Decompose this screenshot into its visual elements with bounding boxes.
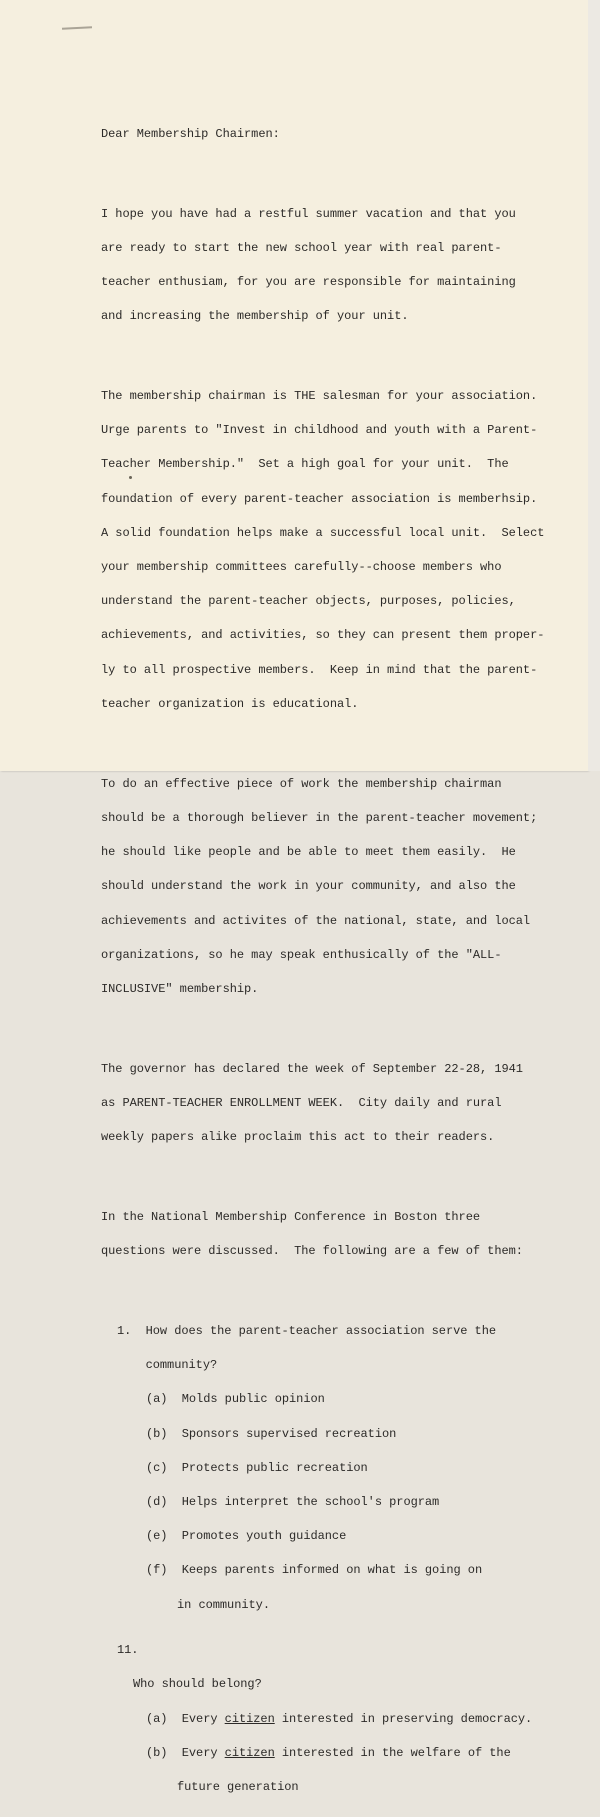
p1-line: are ready to start the new school year with real parent- (101, 240, 502, 255)
p3-line: should be a thorough believer in the parent-teacher movement; (101, 810, 538, 825)
p3-line: To do an effective piece of work the membership chairman (101, 776, 502, 791)
answer-item: (a) Molds public opinion (146, 1392, 325, 1407)
pencil-mark (62, 26, 92, 30)
p2-line: teacher organization is educational. (101, 696, 359, 711)
page-edge (588, 0, 600, 771)
answer-item: (b) Every citizen interested in the welfare of the (146, 1745, 511, 1760)
answer-item: (d) Helps interpret the school's program (146, 1494, 440, 1509)
p3-line: should understand the work in your community, and also the (101, 879, 516, 894)
p2-line: Urge parents to "Invest in childhood and youth with a Parent- (101, 423, 538, 438)
p3-line: he should like people and be able to meet them easily. He (101, 845, 516, 860)
p3-line: organizations, so he may speak enthusically of the "ALL- (101, 947, 502, 962)
answer-item-cont: future generation (177, 1780, 299, 1794)
p4-line: The governor has declared the week of September 22-28, 1941 (101, 1061, 523, 1076)
question-2: Who should belong? (133, 1677, 262, 1692)
answer-item: (c) Protects public recreation (146, 1460, 368, 1475)
p2-line: your membership committees carefully--choose members who (101, 560, 502, 575)
p2-line: understand the parent-teacher objects, purposes, policies, (101, 594, 516, 609)
salutation: Dear Membership Chairmen: (101, 126, 280, 141)
question-2-number: 11. (117, 1643, 139, 1658)
answer-item: (b) Sponsors supervised recreation (146, 1426, 397, 1441)
p4-line: as PARENT-TEACHER ENROLLMENT WEEK. City daily and rural (101, 1095, 502, 1110)
p4-line: weekly papers alike proclaim this act to their readers. (101, 1130, 495, 1145)
p1-line: I hope you have had a restful summer vacation and that you (101, 206, 516, 221)
p2-line: achievements, and activities, so they can present them proper- (101, 628, 545, 643)
p2-line: The membership chairman is THE salesman for your association. (101, 389, 538, 404)
answer-item: (a) Every citizen interested in preserving democracy. (146, 1711, 533, 1726)
p2-line: Teacher Membership." Set a high goal for your unit. The (101, 457, 509, 472)
question-1-cont: community? (117, 1358, 218, 1373)
p2-line: A solid foundation helps make a successful local unit. Select (101, 525, 545, 540)
p3-line: achievements and activites of the national, state, and local (101, 913, 531, 928)
p5-line: questions were discussed. The following are a few of them: (101, 1244, 523, 1259)
p1-line: and increasing the membership of your unit. (101, 309, 409, 324)
question-1: 1. How does the parent-teacher association serve the (117, 1323, 497, 1338)
p3-line: INCLUSIVE" membership. (101, 981, 259, 996)
p2-line: ly to all prospective members. Keep in mind that the parent- (101, 662, 538, 677)
p5-line: In the National Membership Conference in Boston three (101, 1209, 481, 1224)
letter-body (101, 106, 545, 1816)
p2-line: foundation of every parent-teacher association is memberhsip. (101, 491, 538, 506)
p1-line: teacher enthusiam, for you are responsible for maintaining (101, 275, 516, 290)
answer-item: (f) Keeps parents informed on what is going on (146, 1563, 483, 1578)
answer-item-cont: in community. (177, 1597, 270, 1612)
answer-item: (e) Promotes youth guidance (146, 1529, 347, 1544)
